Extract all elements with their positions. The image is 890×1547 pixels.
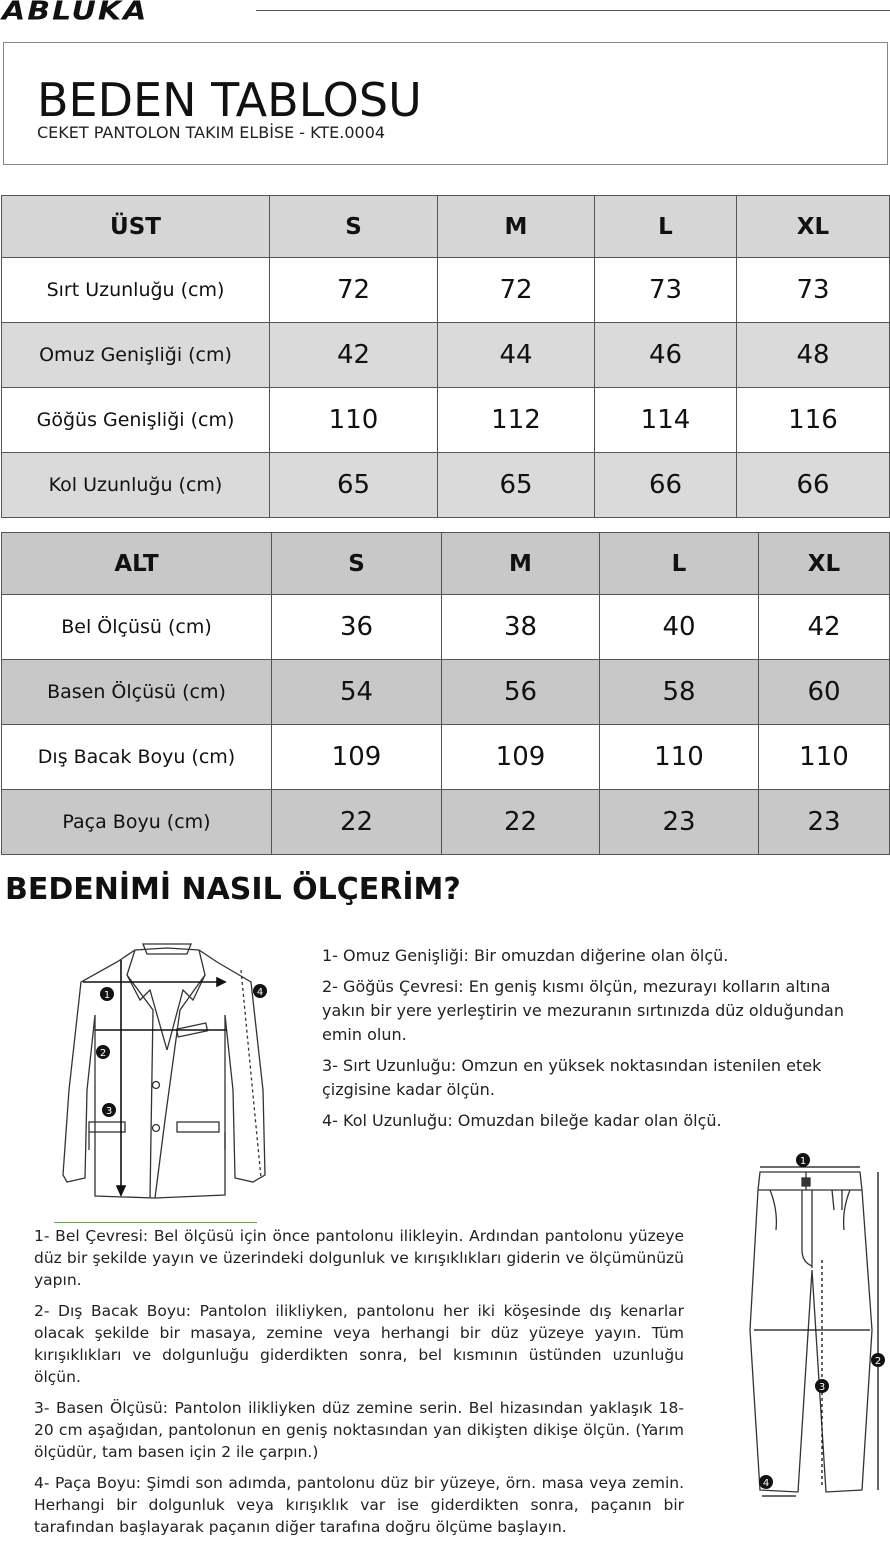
header-cell: M [442,533,600,595]
header-cell: S [272,533,442,595]
jacket-instructions [322,944,862,1140]
jacket-marker-3: 3 [105,1106,113,1117]
jacket-marker-4: 4 [256,987,264,998]
size-value: 36 [272,595,442,660]
size-value: 22 [272,790,442,855]
size-value: 72 [270,258,438,323]
header-cell: ÜST [2,196,270,258]
size-value: 23 [759,790,890,855]
row-label: Basen Ölçüsü (cm) [2,660,272,725]
row-label: Omuz Genişliği (cm) [2,323,270,388]
pants-marker-4: 4 [762,1478,770,1489]
size-value: 46 [595,323,737,388]
instruction-item: 4- Paça Boyu: Şimdi son adımda, pantolonu düz bir yüzeye, örn. masa veya zemin. Herhangi bir dolgunluk veya kırışıklık var ise giderdikten sonra, paçanın bir tarafından başlayarak paçanın diğer tarafına doğru ölçüme başlayın. [34,1474,684,1536]
instruction-item: 1- Bel Çevresi: Bel ölçüsü için önce pantolonu ilikleyin. Ardından pantolonu yüzeye düz bir şekilde yayın ve üzerindeki dolgunluk ve kırışıklıkları giderin ve ölçümünüzü yapın. [34,1227,684,1289]
size-value: 110 [600,725,759,790]
size-value: 48 [737,323,890,388]
size-value: 110 [759,725,890,790]
pants-marker-2: 2 [874,1356,882,1367]
table-row [2,323,890,388]
pants-marker-3: 3 [818,1382,826,1393]
size-value: 73 [595,258,737,323]
size-value: 109 [442,725,600,790]
pants-diagram [738,1150,888,1500]
title-box [3,42,888,165]
header-cell: M [438,196,595,258]
size-value: 116 [737,388,890,453]
instruction-item: 3- Sırt Uzunluğu: Omzun en yüksek noktasından istenilen etek çizgisine kadar ölçün. [322,1056,822,1099]
size-value: 110 [270,388,438,453]
pants-marker-1: 1 [799,1156,807,1167]
lower-size-table [1,532,890,855]
table-row [2,453,890,518]
size-value: 72 [438,258,595,323]
row-label: Dış Bacak Boyu (cm) [2,725,272,790]
size-value: 22 [442,790,600,855]
size-value: 58 [600,660,759,725]
size-value: 112 [438,388,595,453]
row-label: Göğüs Genişliği (cm) [2,388,270,453]
size-value: 56 [442,660,600,725]
how-to-measure-heading: BEDENİMİ NASIL ÖLÇERİM? [5,872,461,907]
page-subtitle: CEKET PANTOLON TAKIM ELBİSE - KTE.0004 [37,123,386,142]
pants-instructions [34,1225,684,1547]
row-label: Sırt Uzunluğu (cm) [2,258,270,323]
row-label: Kol Uzunluğu (cm) [2,453,270,518]
header-cell: ALT [2,533,272,595]
size-value: 73 [737,258,890,323]
table-row [2,258,890,323]
upper-table-header [2,196,890,258]
header-cell: XL [759,533,890,595]
header-divider [256,10,890,11]
size-value: 23 [600,790,759,855]
jacket-diagram [55,940,275,1202]
header-cell: L [600,533,759,595]
jacket-marker-1: 1 [103,990,111,1001]
instruction-item: 4- Kol Uzunluğu: Omuzdan bileğe kadar olan ölçü. [322,1111,722,1130]
page-title: BEDEN TABLOSU [37,73,422,127]
size-value: 42 [270,323,438,388]
size-value: 66 [737,453,890,518]
row-label: Bel Ölçüsü (cm) [2,595,272,660]
size-value: 40 [600,595,759,660]
table-row [2,725,890,790]
size-value: 65 [270,453,438,518]
header-cell: L [595,196,737,258]
size-value: 66 [595,453,737,518]
accent-underline [54,1222,257,1223]
size-value: 38 [442,595,600,660]
header-cell: S [270,196,438,258]
table-row [2,595,890,660]
size-value: 44 [438,323,595,388]
size-value: 65 [438,453,595,518]
size-value: 109 [272,725,442,790]
jacket-marker-2: 2 [99,1048,107,1059]
instruction-item: 2- Göğüs Çevresi: En geniş kısmı ölçün, mezurayı kolların altına yakın bir yere yerleştirin ve mezuranın sırtınızda düz olduğundan emin olun. [322,977,844,1044]
instruction-item: 2- Dış Bacak Boyu: Pantolon ilikliyken, pantolonu her iki köşesinde dış kenarlar olacak şekilde bir masaya, zemine veya herhangi bir düz yüzeye yayın. Tüm kırışıklıkları ve dolgunluğu giderdikten sonra, bel kısmının üstünden uzunluğu ölçün. [34,1302,684,1386]
instruction-item: 3- Basen Ölçüsü: Pantolon ilikliyken düz zemine serin. Bel hizasından yaklaşık 18-20 cm aşağıdan, pantolonun en geniş noktasından yan dikişten dikişe ölçün. (Yarım ölçüdür, tam basen için 2 ile çarpın.) [34,1399,684,1461]
size-value: 114 [595,388,737,453]
header-cell: XL [737,196,890,258]
row-label: Paça Boyu (cm) [2,790,272,855]
table-row [2,660,890,725]
lower-table-header [2,533,890,595]
size-value: 42 [759,595,890,660]
table-row [2,388,890,453]
size-value: 60 [759,660,890,725]
brand-logo: ABLUKA [2,0,149,27]
table-row [2,790,890,855]
size-value: 54 [272,660,442,725]
instruction-item: 1- Omuz Genişliği: Bir omuzdan diğerine olan ölçü. [322,946,729,965]
upper-size-table [1,195,890,518]
